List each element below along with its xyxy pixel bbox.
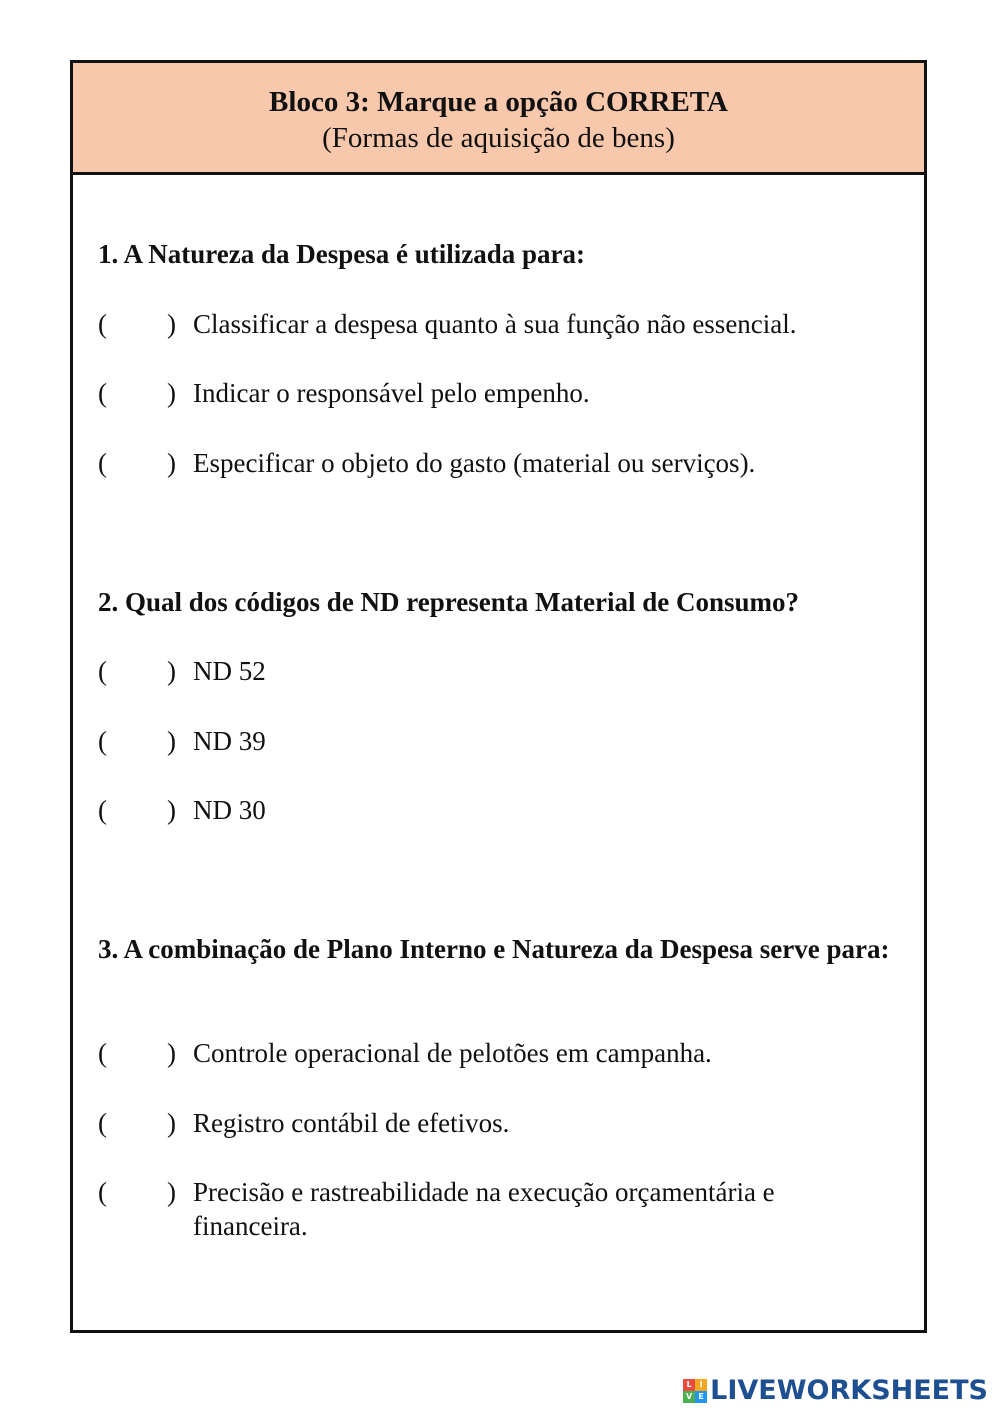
logo-letter-l: L <box>683 1379 695 1391</box>
question-2: 2. Qual dos códigos de ND representa Material de Consumo? <box>98 587 799 617</box>
option-text: Controle operacional de pelotões em campanha. <box>193 1038 712 1068</box>
liveworksheets-logo-icon <box>683 1379 707 1403</box>
logo-letter-e: E <box>695 1391 707 1403</box>
answer-box-close: ) <box>167 1108 176 1138</box>
option-text: ND 39 <box>193 726 266 756</box>
answer-box-close: ) <box>167 726 176 756</box>
answer-box-close: ) <box>167 795 176 825</box>
answer-box-open: ( <box>98 1177 107 1207</box>
answer-box-open: ( <box>98 795 107 825</box>
block-subtitle: (Formas de aquisição de bens) <box>322 122 675 154</box>
logo-letter-i: I <box>695 1379 707 1391</box>
worksheet-frame <box>70 60 927 1333</box>
answer-box-close: ) <box>167 448 176 478</box>
answer-box-close: ) <box>167 378 176 408</box>
option-text: Especificar o objeto do gasto (material ou serviços). <box>193 448 756 478</box>
answer-box-close: ) <box>167 309 176 339</box>
answer-box-close: ) <box>167 1177 176 1207</box>
answer-box-close: ) <box>167 656 176 686</box>
answer-box-close: ) <box>167 1038 176 1068</box>
answer-box-open: ( <box>98 448 107 478</box>
question-3: 3. A combinação de Plano Interno e Natureza da Despesa serve para: <box>98 934 890 964</box>
liveworksheets-brand-text: LIVEWORKSHEETS <box>710 1375 988 1406</box>
option-text: ND 52 <box>193 656 266 686</box>
option-text: ND 30 <box>193 795 266 825</box>
answer-box-open: ( <box>98 309 107 339</box>
liveworksheets-logo[interactable] <box>683 1374 988 1408</box>
worksheet-header <box>73 63 924 175</box>
question-1: 1. A Natureza da Despesa é utilizada para: <box>98 239 585 269</box>
answer-box-open: ( <box>98 726 107 756</box>
logo-letter-v: V <box>683 1391 695 1403</box>
answer-box-open: ( <box>98 1108 107 1138</box>
option-text: Classificar a despesa quanto à sua função não essencial. <box>193 309 797 339</box>
block-title: Bloco 3: Marque a opção CORRETA <box>269 86 728 118</box>
option-text: Registro contábil de efetivos. <box>193 1108 510 1138</box>
answer-box-open: ( <box>98 656 107 686</box>
answer-box-open: ( <box>98 1038 107 1068</box>
option-text: Indicar o responsável pelo empenho. <box>193 378 590 408</box>
answer-box-open: ( <box>98 378 107 408</box>
option-text: Precisão e rastreabilidade na execução orçamentária e financeira. <box>193 1177 775 1241</box>
